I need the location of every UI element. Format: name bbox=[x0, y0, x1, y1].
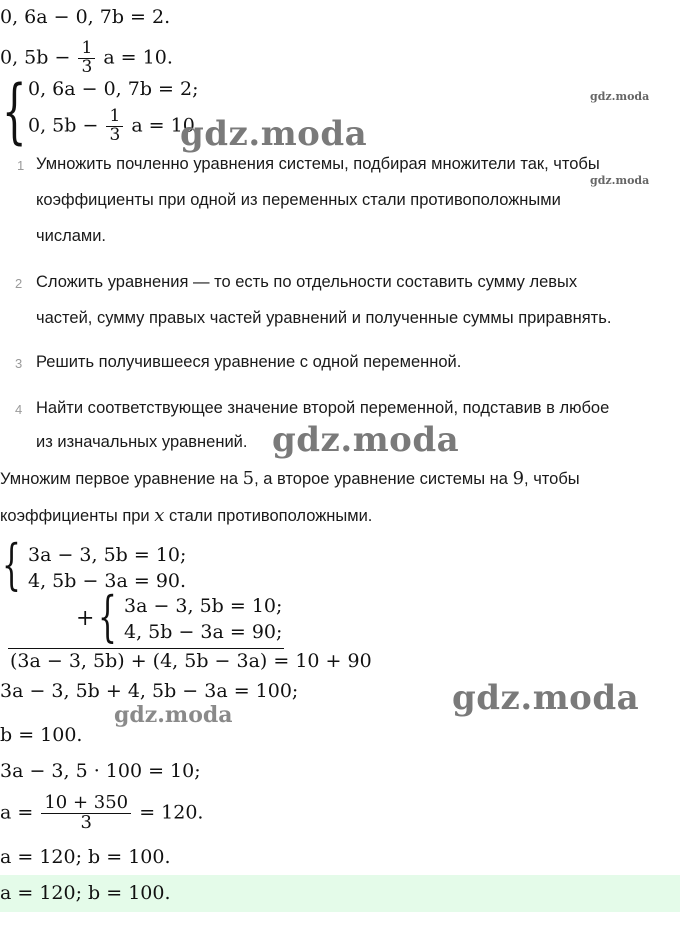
system-1-line-1: 0, 6a − 0, 7b = 2; bbox=[28, 78, 199, 100]
fraction-a-denominator: 3 bbox=[80, 811, 92, 833]
system-brace-2: { bbox=[2, 533, 21, 596]
system-2-line-2: 4, 5b − 3a = 90. bbox=[28, 570, 187, 592]
system-1-line-2-left: 0, 5b − bbox=[28, 114, 99, 137]
equation-2-left: 0, 5b − bbox=[0, 46, 71, 69]
system-1-line-2 bbox=[28, 108, 201, 145]
system-3-line-2: 4, 5b − 3a = 90; bbox=[124, 621, 283, 643]
variable-x: x bbox=[154, 505, 165, 526]
fraction-a-numerator: 10 + 350 bbox=[41, 794, 131, 814]
step-1-number: 1 bbox=[17, 158, 25, 173]
system-1-line-2-right: a = 10. bbox=[131, 114, 201, 137]
multiplier-9: 9 bbox=[512, 468, 525, 489]
plus-sign: + bbox=[76, 606, 95, 631]
fraction-denominator: 3 bbox=[81, 56, 93, 77]
result-equation: a = 120; b = 100. bbox=[0, 846, 171, 868]
equation-2-right: a = 10. bbox=[103, 46, 173, 69]
simplified-equation: 3a − 3, 5b + 4, 5b − 3a = 100; bbox=[0, 680, 299, 702]
substitution-equation: 3a − 3, 5 · 100 = 10; bbox=[0, 760, 201, 782]
fraction-one-third-2 bbox=[106, 108, 123, 145]
sum-divider-line bbox=[8, 648, 284, 649]
multiply-text-d: коэффициенты при bbox=[0, 507, 150, 525]
fraction-denominator: 3 bbox=[109, 124, 121, 145]
fraction-one-third bbox=[78, 40, 95, 77]
watermark-small-1: gdz.moda bbox=[590, 90, 650, 103]
fraction-a bbox=[41, 794, 131, 833]
multiply-line-1 bbox=[0, 470, 580, 488]
multiply-text-c: , чтобы bbox=[524, 470, 580, 488]
step-4-line-1: Найти соответствующее значение второй переменной, подставив в любое bbox=[36, 399, 610, 417]
fraction-numerator: 1 bbox=[106, 108, 123, 127]
step-1-line-2: коэффициенты при одной из переменных стали противоположными bbox=[36, 191, 561, 209]
system-3-line-1: 3a − 3, 5b = 10; bbox=[124, 595, 283, 617]
watermark-small-2: gdz.moda bbox=[590, 174, 650, 187]
multiply-text-b: , а второе уравнение системы на bbox=[254, 470, 508, 488]
multiply-text-e: стали противоположными. bbox=[169, 507, 373, 525]
multiply-text-a: Умножим первое уравнение на bbox=[0, 470, 239, 488]
watermark-big-3: gdz.moda bbox=[452, 678, 640, 718]
multiplier-5: 5 bbox=[242, 468, 255, 489]
multiply-line-2 bbox=[0, 507, 372, 525]
step-4-line-2: из изначальных уравнений. bbox=[36, 433, 248, 451]
system-2-line-1: 3a − 3, 5b = 10; bbox=[28, 544, 187, 566]
step-4-number: 4 bbox=[15, 402, 23, 417]
watermark-big-2: gdz.moda bbox=[272, 420, 460, 460]
final-answer: a = 120; b = 100. bbox=[0, 882, 171, 904]
sum-equation: (3a − 3, 5b) + (4, 5b − 3a) = 10 + 90 bbox=[10, 650, 372, 672]
b-value-equation: b = 100. bbox=[0, 724, 83, 746]
a-fraction-equation bbox=[0, 794, 203, 833]
a-equals: a = bbox=[0, 801, 34, 824]
system-brace-3: { bbox=[98, 585, 117, 648]
system-brace-1: { bbox=[2, 70, 27, 152]
step-2-line-1: Сложить уравнения — то есть по отдельности составить сумму левых bbox=[36, 273, 578, 291]
step-3-number: 3 bbox=[15, 356, 23, 371]
step-2-line-2: частей, сумму правых частей уравнений и полученные суммы приравнять. bbox=[36, 309, 612, 327]
equation-1: 0, 6a − 0, 7b = 2. bbox=[0, 6, 171, 28]
step-2-number: 2 bbox=[15, 276, 23, 291]
fraction-numerator: 1 bbox=[78, 40, 95, 59]
watermark-mid-1: gdz.moda bbox=[114, 702, 233, 728]
watermark-big-1: gdz.moda bbox=[180, 114, 368, 154]
step-1-line-3: числами. bbox=[36, 227, 107, 245]
step-3-line-1: Решить получившееся уравнение с одной переменной. bbox=[36, 353, 462, 371]
a-result: = 120. bbox=[139, 801, 204, 824]
step-1-line-1: Умножить почленно уравнения системы, подбирая множители так, чтобы bbox=[36, 155, 600, 173]
